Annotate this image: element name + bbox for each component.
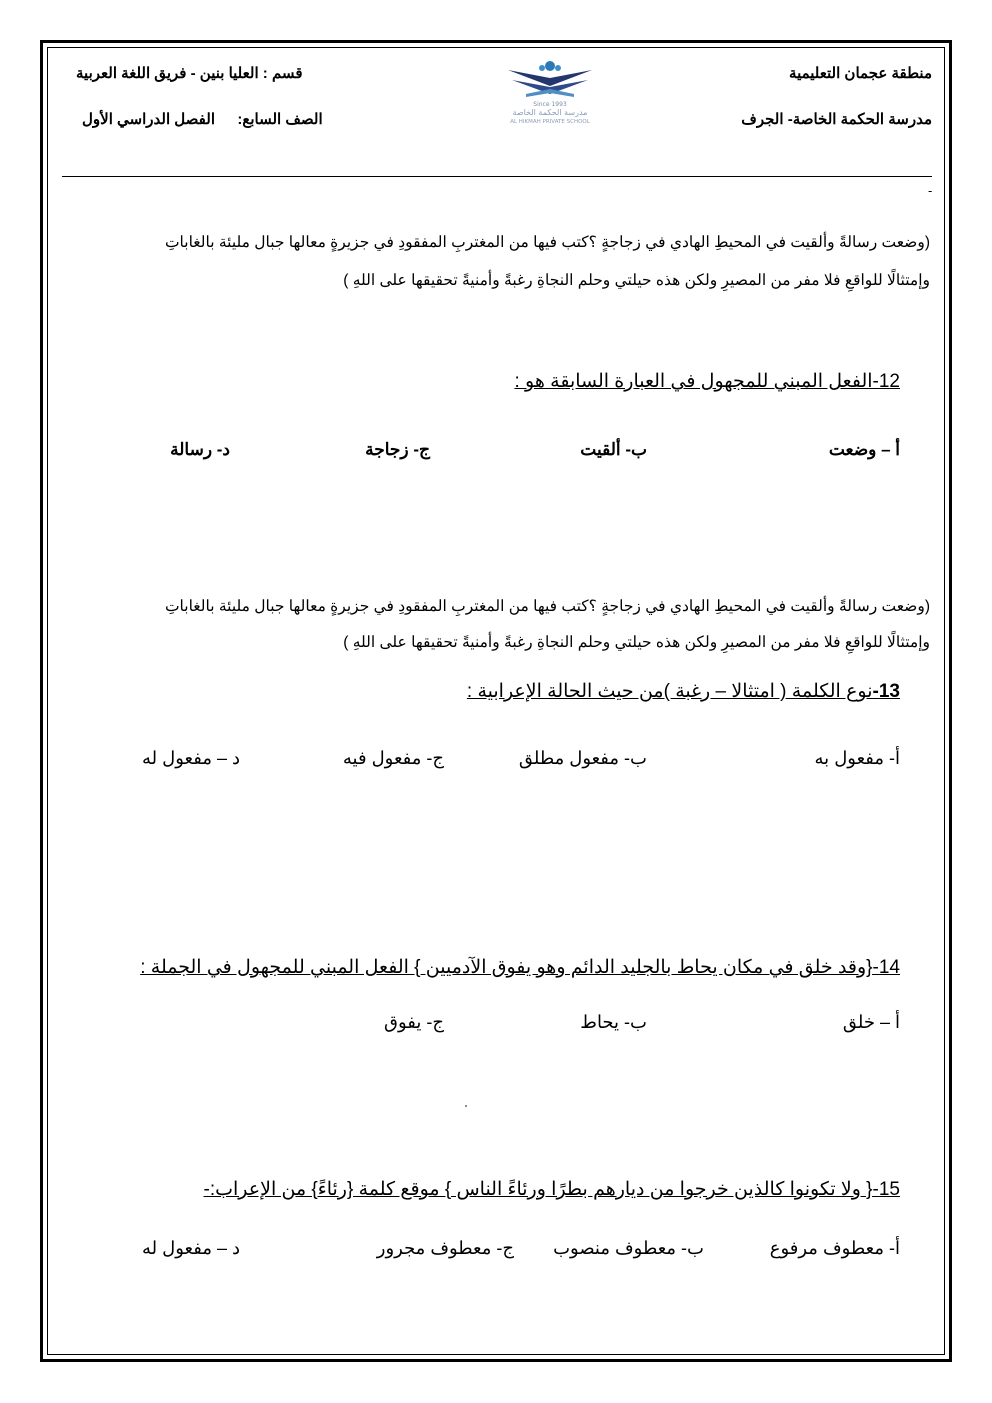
question-13-number: 13- [872,681,900,702]
header-divider [62,176,932,177]
passage-2-line-1: (وضعت رسالةً وألقيت في المحيطِ الهادي في زجاجةٍ ؟كتب فيها من المغتربِ المفقودِ في جزيرةٍ معالها جبال مليئة بالغاباتِ [164,598,930,615]
passage-1-line-2: وإمتثالًا للواقعِ فلا مفر من المصيرِ ولكن هذه حيلتي وحلم النجاةِ رغبةً وأمنيةً تحقيقها على اللهِ ) [343,272,930,289]
q14-option-c[interactable]: ج- يفوق [384,1012,444,1032]
question-12-text: الفعل المبني للمجهول في العبارة السابقة هو : [514,371,873,392]
question-15-text: { ولا تكونوا كالذين خرجوا من ديارهم بطرًا ورئاءً الناس } موقع كلمة {رئاءً} من الإعراب:- [203,1179,873,1200]
q13-option-a[interactable]: أ- مفعول به [814,748,900,768]
q15-option-c[interactable]: ج- معطوف مجرور [376,1238,514,1258]
grade-term [82,110,323,128]
question-15 [204,1178,900,1201]
q13-option-b[interactable]: ب- مفعول مطلق [518,748,647,768]
q13-option-d[interactable]: د – مفعول له [142,748,240,768]
q14-option-a[interactable]: أ – خلق [842,1012,900,1032]
logo-since-text: Since 1993 [533,101,567,108]
department-name: قسم : العليا بنين - فريق اللغة العربية [76,65,303,82]
q15-option-a[interactable]: أ- معطوف مرفوع [769,1238,900,1258]
question-14-text: {وقد خلق في مكان يحاط بالجليد الدائم وهو يفوق الآدميين } الفعل المبني للمجهول في الجملة : [140,957,873,978]
q12-option-a[interactable]: أ – وضعت [828,440,900,459]
term-label: الفصل الدراسي الأول [82,111,215,128]
q13-option-c[interactable]: ج- مفعول فيه [342,748,444,768]
q14-option-b[interactable]: ب- يحاط [580,1012,647,1032]
passage-1-line-1: (وضعت رسالةً وألقيت في المحيطِ الهادي في زجاجةٍ ؟كتب فيها من المغتربِ المفقودِ في جزيرةٍ معالها جبال مليئة بالغاباتِ [164,234,930,251]
question-15-number: 15- [872,1179,900,1200]
region-name: منطقة عجمان التعليمية [789,65,932,82]
grade-label: الصف السابع: [237,111,323,128]
question-14 [140,956,900,979]
school-logo [446,56,656,126]
logo-english-text: AL HIKMAH PRIVATE SCHOOL [510,119,590,125]
question-12 [514,370,900,393]
header-divider-mark: - [928,184,933,198]
school-name: مدرسة الحكمة الخاصة- الجرف [741,111,932,128]
question-13-text: نوع الكلمة ( امتثالا – رغبة )من حيث الحالة الإعرابية : [466,681,873,702]
stray-dot [465,1105,467,1107]
logo-arabic-text: مدرسة الحكمة الخاصة [512,108,588,117]
logo-emblem-icon [508,61,592,97]
q15-option-b[interactable]: ب- معطوف منصوب [553,1238,704,1258]
passage-2-line-2: وإمتثالًا للواقعِ فلا مفر من المصيرِ ولكن هذه حيلتي وحلم النجاةِ رغبةً وأمنيةً تحقيقها على اللهِ ) [343,634,930,651]
q12-option-b[interactable]: ب- ألقيت [580,440,647,459]
q12-option-c[interactable]: ج- زجاجة [365,440,430,459]
q12-option-d[interactable]: د- رسالة [170,440,230,459]
question-13 [467,680,900,703]
question-14-number: 14- [872,957,900,978]
question-12-number: 12- [872,371,900,392]
q15-option-d[interactable]: د – مفعول له [142,1238,240,1258]
